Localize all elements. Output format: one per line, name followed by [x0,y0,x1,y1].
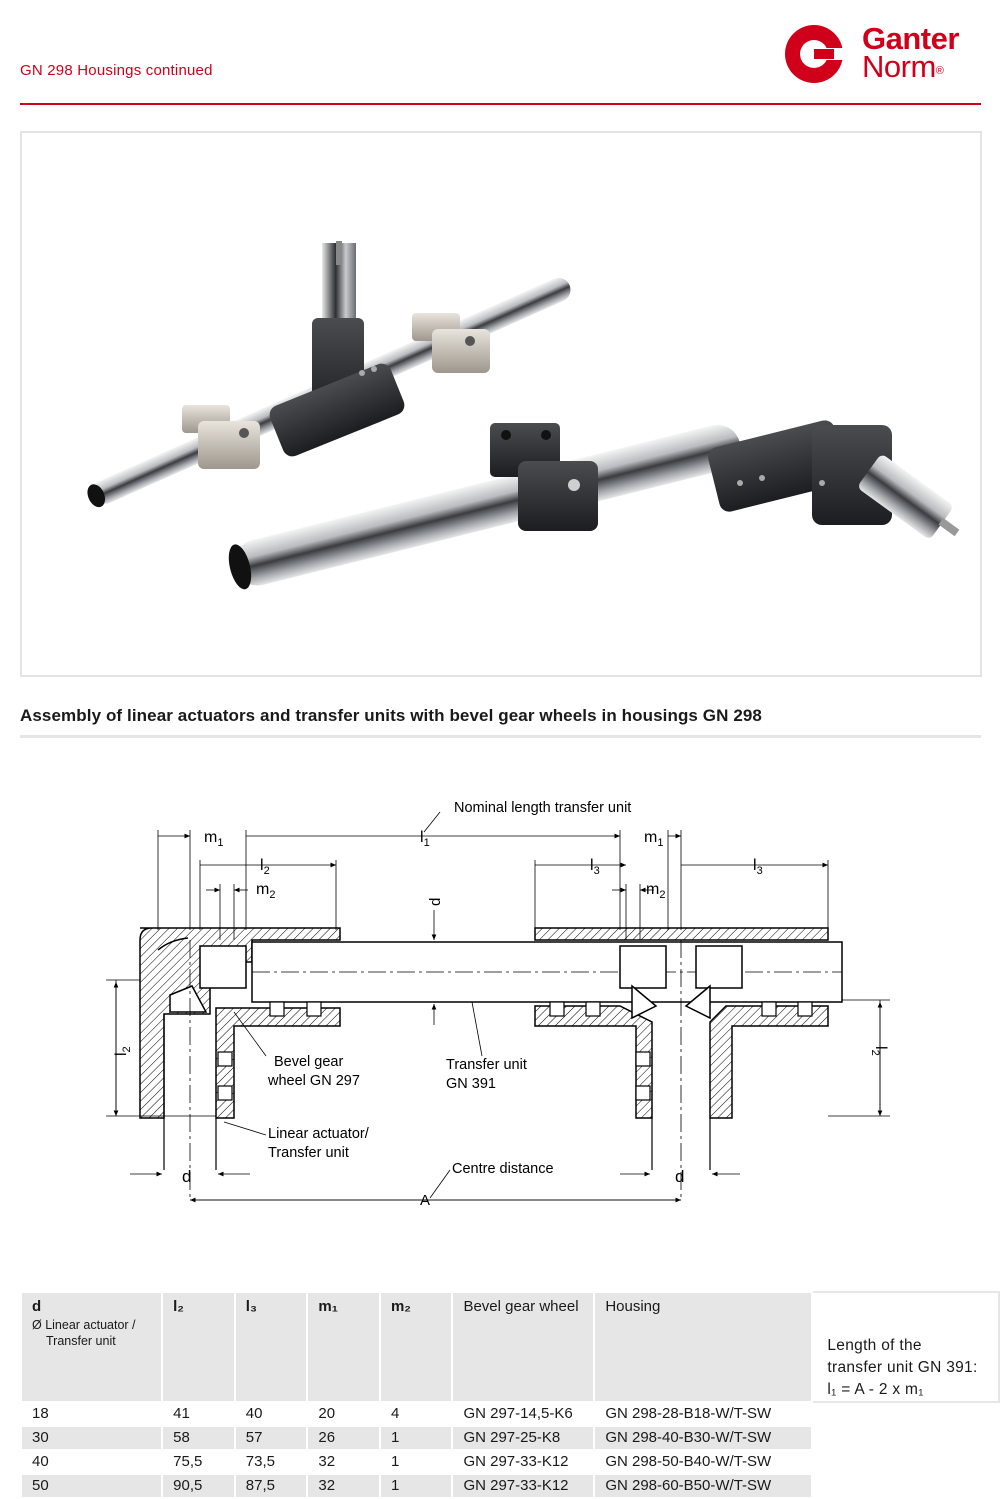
col-header-housing: Housing [594,1292,812,1402]
dimension-table [20,1291,1000,1499]
cell-d: 50 [21,1474,162,1498]
col-header-d: d Ø Linear actuator / Transfer unit [21,1292,162,1402]
label-bevel-gear-1: Bevel gear [274,1054,344,1070]
label-l2-top: $l_2$ [260,857,270,877]
cell-d: 18 [21,1402,162,1426]
cell-m1: 26 [307,1426,380,1450]
table-row [21,1474,999,1498]
cell-d: 40 [21,1450,162,1474]
col-header-l3: l₃ [235,1292,308,1402]
cell-l2: 75,5 [162,1450,235,1474]
table-row [21,1426,999,1450]
cell-m1: 32 [307,1450,380,1474]
cell-l2: 41 [162,1402,235,1426]
label-m2-right: $m_2$ [646,881,666,901]
cell-m2: 4 [380,1402,453,1426]
cell-m1: 32 [307,1474,380,1498]
label-d-top: d [427,897,444,906]
cell-d: 30 [21,1426,162,1450]
label-m1-right: $m_1$ [644,829,664,849]
cell-l2: 58 [162,1426,235,1450]
registered-mark: ® [935,65,944,77]
label-m1-left: $m_1$ [204,829,224,849]
label-l2-right: $l_2$ [869,1046,889,1056]
product-photo [20,131,982,677]
brand-name-ganter: Ganter [862,21,959,56]
label-d-right: d [675,1167,685,1186]
cell-housing: GN 298-50-B40-W/T-SW [594,1450,812,1474]
label-m2-left: $m_2$ [256,881,276,901]
cell-l3: 57 [235,1426,308,1450]
brand-name-norm: Norm® [862,49,944,84]
header-divider [20,103,981,105]
col-header-l2: l₂ [162,1292,235,1402]
label-d-left: d [182,1167,192,1186]
cell-housing: GN 298-40-B30-W/T-SW [594,1426,812,1450]
table-row [21,1402,999,1426]
col-header-bevel-gear: Bevel gear wheel [452,1292,594,1402]
cell-bevel-gear: GN 297-14,5-K6 [452,1402,594,1426]
label-transfer-unit-2: GN 391 [446,1076,496,1092]
cell-bevel-gear: GN 297-33-K12 [452,1474,594,1498]
cell-bevel-gear: GN 297-33-K12 [452,1450,594,1474]
col-header-m2: m₂ [380,1292,453,1402]
page-header-title: GN 298 Housings continued [20,62,213,79]
label-l3-left: $l_3$ [590,857,600,877]
ganter-logo-icon [782,22,856,86]
cell-m2: 1 [380,1450,453,1474]
label-transfer-unit-1: Transfer unit [446,1057,527,1073]
section-title: Assembly of linear actuators and transfer units with bevel gear wheels in housings GN 298 [20,706,762,725]
cell-m2: 1 [380,1474,453,1498]
technical-drawing [20,780,980,1230]
label-centre-distance: Centre distance [452,1161,554,1177]
cell-l3: 87,5 [235,1474,308,1498]
label-nominal-length: Nominal length transfer unit [454,800,632,816]
label-actuator-2: Transfer unit [268,1145,349,1161]
assembly-diagram [20,780,980,1230]
cell-bevel-gear: GN 297-25-K8 [452,1426,594,1450]
label-actuator-1: Linear actuator/ [268,1126,369,1142]
cell-l2: 90,5 [162,1474,235,1498]
formula-note: Length of the transfer unit GN 391: l₁ = A - 2 x m₁ [812,1292,999,1402]
cell-housing: GN 298-60-B50-W/T-SW [594,1474,812,1498]
label-bevel-gear-2: wheel GN 297 [268,1073,360,1089]
section-divider [20,735,981,738]
cell-m2: 1 [380,1426,453,1450]
label-l1: $l_1$ [420,829,430,849]
cell-housing: GN 298-28-B18-W/T-SW [594,1402,812,1426]
label-l3-right: $l_3$ [753,857,763,877]
actuator-assembly-illustration [22,133,980,675]
cell-l3: 73,5 [235,1450,308,1474]
col-header-m1: m₁ [307,1292,380,1402]
label-l2-left: $l_2$ [113,1046,133,1056]
cell-m1: 20 [307,1402,380,1426]
ganter-norm-logo [782,22,982,86]
label-A: A [420,1192,431,1209]
table-row [21,1450,999,1474]
cell-l3: 40 [235,1402,308,1426]
